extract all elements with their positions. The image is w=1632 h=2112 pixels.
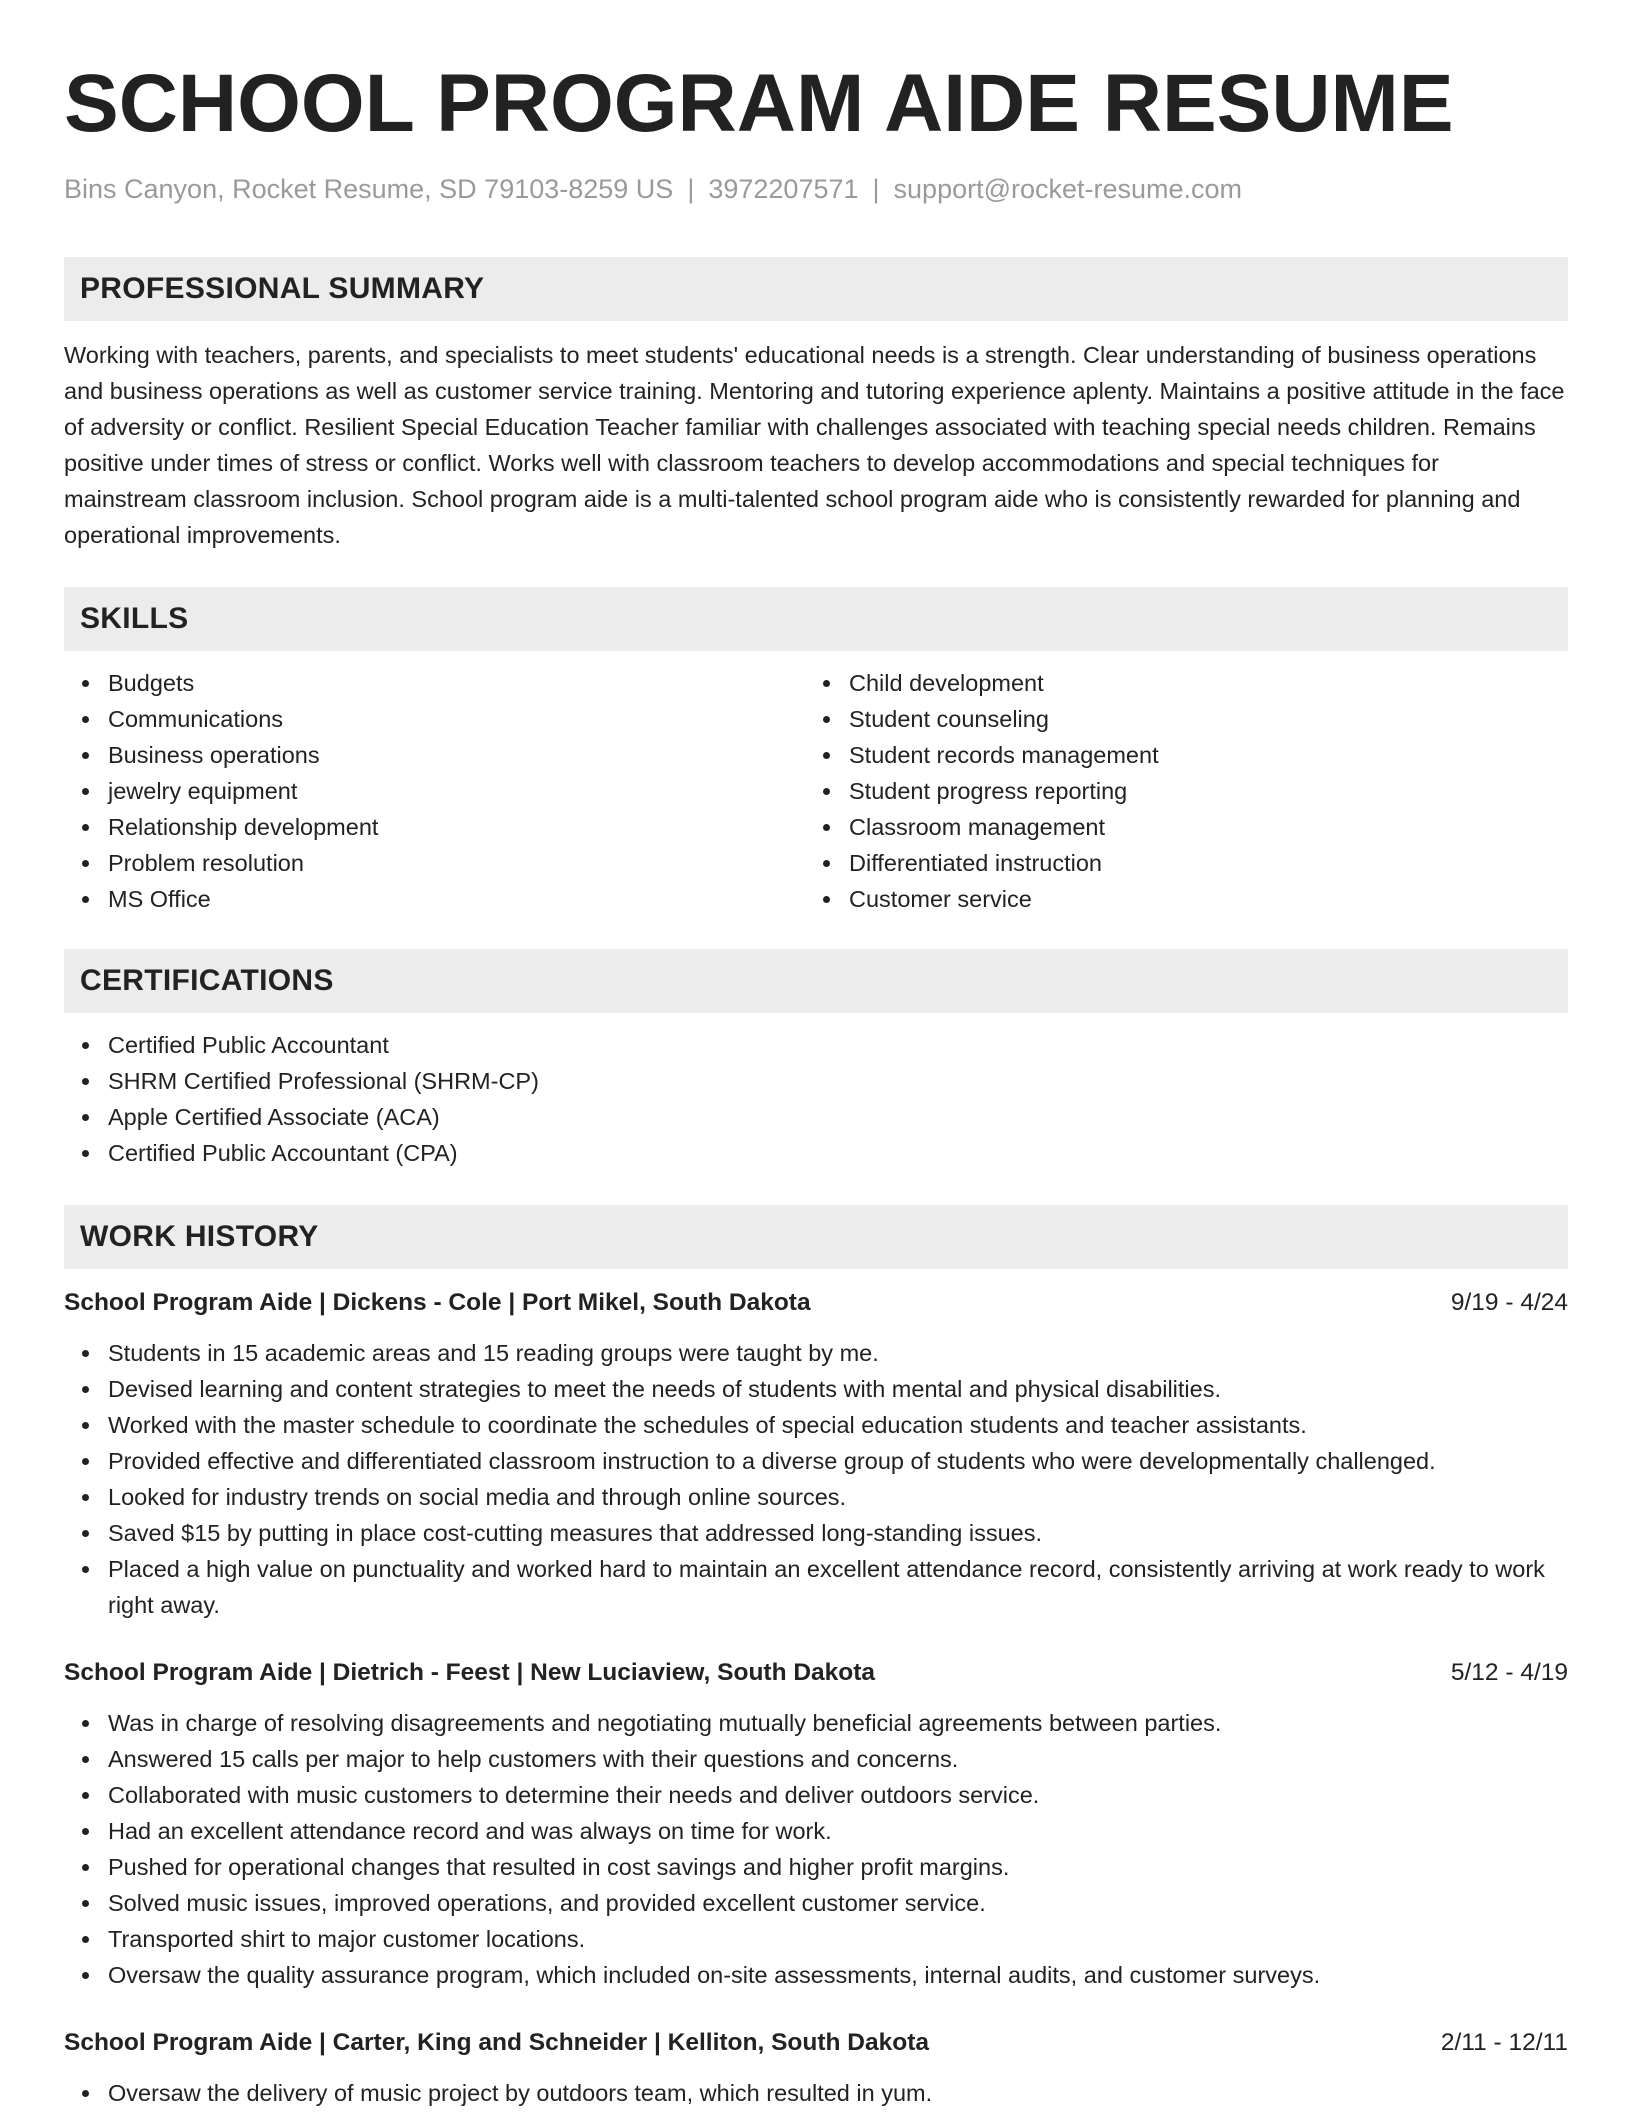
list-item: Looked for industry trends on social media and through online sources. (108, 1479, 1568, 1515)
list-item: Differentiated instruction (849, 845, 1546, 881)
list-item: Worked with the master schedule to coordinate the schedules of special education students and teacher assistants. (108, 1407, 1568, 1443)
list-item: jewelry equipment (108, 773, 805, 809)
section-header-summary: PROFESSIONAL SUMMARY (64, 257, 1568, 321)
list-item: Provided effective and differentiated classroom instruction to a diverse group of students who were developmentally challenged. (108, 1443, 1568, 1479)
list-item: Transported shirt to major customer locations. (108, 1921, 1568, 1957)
job-entry (64, 1655, 1568, 1993)
job-bullets (64, 1335, 1568, 1623)
contact-line (64, 172, 1568, 206)
section-header-work-history: WORK HISTORY (64, 1205, 1568, 1269)
skills-column-left (64, 665, 805, 917)
skills-column-right (805, 665, 1546, 917)
section-header-certifications: CERTIFICATIONS (64, 949, 1568, 1013)
job-bullets (64, 1705, 1568, 1993)
job-title: School Program Aide | Dickens - Cole | Port Mikel, South Dakota (64, 1289, 811, 1316)
list-item: Child development (849, 665, 1546, 701)
job-entry (64, 1285, 1568, 1623)
list-item: Relationship development (108, 809, 805, 845)
list-item: Apple Certified Associate (ACA) (108, 1099, 1568, 1135)
list-item: Student records management (849, 737, 1546, 773)
section-header-skills: SKILLS (64, 587, 1568, 651)
list-item: Certified Public Accountant (108, 1027, 1568, 1063)
job-entry (64, 2025, 1568, 2111)
resume-title: SCHOOL PROGRAM AIDE RESUME (64, 58, 1454, 149)
list-item: Oversaw the quality assurance program, which included on-site assessments, internal audits, and customer surveys. (108, 1957, 1568, 1993)
list-item: Had an excellent attendance record and was always on time for work. (108, 1813, 1568, 1849)
list-item: Devised learning and content strategies to meet the needs of students with mental and physical disabilities. (108, 1371, 1568, 1407)
list-item: Was in charge of resolving disagreements and negotiating mutually beneficial agreements between parties. (108, 1705, 1568, 1741)
list-item: Oversaw the delivery of music project by outdoors team, which resulted in yum. (108, 2075, 1568, 2111)
list-item: Customer service (849, 881, 1546, 917)
job-dates: 9/19 - 4/24 (1450, 1289, 1568, 1316)
list-item: Budgets (108, 665, 805, 701)
contact-phone: 3972207571 (708, 174, 859, 204)
list-item: SHRM Certified Professional (SHRM-CP) (108, 1063, 1568, 1099)
summary-text: Working with teachers, parents, and specialists to meet students' educational needs is a strength. Clear understanding of business operations and business operations as well as customer service training. Mentoring and tutoring experience aplenty. Maintains a positive attitude in the face of adversity or conflict. Resilient Special Education Teacher familiar with challenges associated with teaching special needs children. Remains positive under times of stress or conflict. Works well with classroom teachers to develop accommodations and special techniques for mainstream classroom inclusion. School program aide is a multi-talented school program aide who is consistently rewarded for planning and operational improvements. (64, 342, 1565, 548)
list-item: Solved music issues, improved operations, and provided excellent customer service. (108, 1885, 1568, 1921)
job-header (64, 1285, 1568, 1321)
skills-list-right (805, 665, 1546, 917)
contact-email: support@rocket-resume.com (893, 174, 1243, 204)
list-item: Problem resolution (108, 845, 805, 881)
job-title: School Program Aide | Dietrich - Feest | New Luciaview, South Dakota (64, 1659, 876, 1686)
contact-address: Bins Canyon, Rocket Resume, SD 79103-8259 US (64, 174, 674, 204)
list-item: Classroom management (849, 809, 1546, 845)
certifications-list (64, 1027, 1568, 1171)
list-item: Placed a high value on punctuality and worked hard to maintain an excellent attendance record, consistently arriving at work ready to work right away. (108, 1551, 1568, 1623)
list-item: Student counseling (849, 701, 1546, 737)
list-item: Certified Public Accountant (CPA) (108, 1135, 1568, 1171)
skills-list-left (64, 665, 805, 917)
list-item: Student progress reporting (849, 773, 1546, 809)
contact-separator: | (872, 174, 880, 204)
list-item: MS Office (108, 881, 805, 917)
job-dates: 2/11 - 12/11 (1440, 2029, 1568, 2056)
skills-grid (64, 665, 1568, 917)
job-bullets (64, 2075, 1568, 2111)
list-item: Business operations (108, 737, 805, 773)
list-item: Students in 15 academic areas and 15 reading groups were taught by me. (108, 1335, 1568, 1371)
list-item: Answered 15 calls per major to help customers with their questions and concerns. (108, 1741, 1568, 1777)
job-header (64, 1655, 1568, 1691)
job-header (64, 2025, 1568, 2061)
list-item: Communications (108, 701, 805, 737)
list-item: Saved $15 by putting in place cost-cutting measures that addressed long-standing issues. (108, 1515, 1568, 1551)
job-dates: 5/12 - 4/19 (1450, 1659, 1568, 1686)
list-item: Pushed for operational changes that resulted in cost savings and higher profit margins. (108, 1849, 1568, 1885)
job-title: School Program Aide | Carter, King and Schneider | Kelliton, South Dakota (64, 2029, 929, 2056)
contact-separator: | (687, 174, 695, 204)
list-item: Collaborated with music customers to determine their needs and deliver outdoors service. (108, 1777, 1568, 1813)
